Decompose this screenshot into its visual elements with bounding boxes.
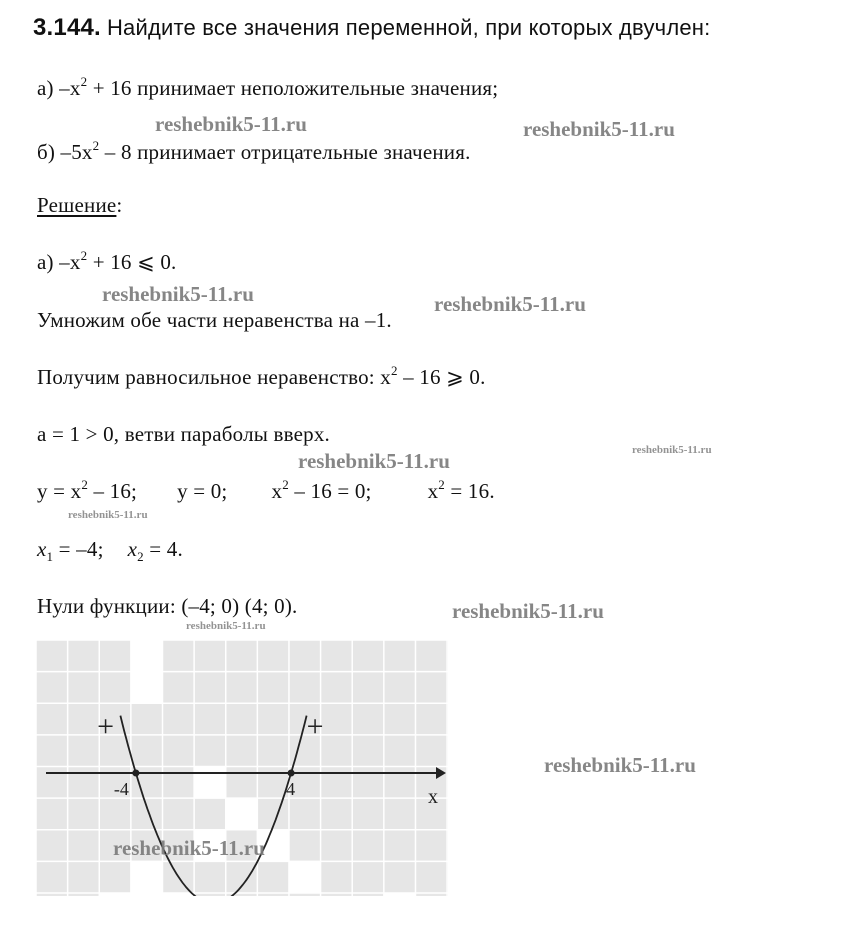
grid-cell — [131, 640, 163, 672]
problem-number: 3.144. — [33, 14, 101, 41]
multiply-step: Умножим обе части неравенства на –1. — [37, 308, 392, 332]
root-label: 4 — [286, 779, 296, 799]
branches-note: a = 1 > 0, ветви параболы вверх. — [37, 422, 331, 446]
inequality-a: а) $-x^2 + 16$ ⩽ 0. — [37, 248, 177, 274]
equations-row: $y = x^2 - 16$; y = 0; $x^2 - 16 = 0$; $x^2 = 16$. — [37, 477, 495, 503]
grid-cell — [194, 766, 226, 798]
root-point — [132, 770, 139, 777]
watermark: reshebnik5-11.ru — [102, 282, 254, 306]
sign-label: + — [306, 710, 324, 743]
watermark: reshebnik5-11.ru — [298, 449, 450, 473]
grid-cell — [289, 861, 321, 893]
root-label: -4 — [113, 779, 129, 799]
equivalent-inequality: Получим равносильное неравенство: $x^2 - 16$ ⩾ 0. — [37, 363, 486, 389]
x-axis-label: x — [428, 786, 438, 808]
watermark: reshebnik5-11.ru — [544, 753, 696, 777]
problem-header — [33, 14, 710, 42]
root-point — [288, 770, 295, 777]
solution-heading: Решение: — [37, 193, 123, 217]
roots-row: $x_1 = -4$; $x_2 = 4$. — [37, 537, 183, 564]
watermark: reshebnik5-11.ru — [523, 117, 675, 141]
function-zeros: Нули функции: (–4; 0) (4; 0). — [37, 594, 298, 618]
grid-cell — [226, 798, 258, 830]
sign-label: + — [97, 710, 115, 743]
watermark: reshebnik5-11.ru — [452, 599, 604, 623]
watermark: reshebnik5-11.ru — [632, 444, 712, 456]
watermark: reshebnik5-11.ru — [113, 836, 265, 860]
watermark: reshebnik5-11.ru — [434, 292, 586, 316]
grid-cell — [131, 861, 163, 893]
watermark: reshebnik5-11.ru — [155, 112, 307, 136]
part-a-task: а) $-x^2 + 16$ принимает неположительные значения; — [37, 74, 499, 100]
part-b-task: б) $-5x^2 - 8$ принимает отрицательные значения. — [37, 138, 471, 164]
watermark: reshebnik5-11.ru — [68, 509, 148, 521]
problem-statement: Найдите все значения переменной, при которых двучлен: — [106, 15, 711, 40]
watermark: reshebnik5-11.ru — [186, 620, 266, 632]
grid-cell — [131, 672, 163, 704]
